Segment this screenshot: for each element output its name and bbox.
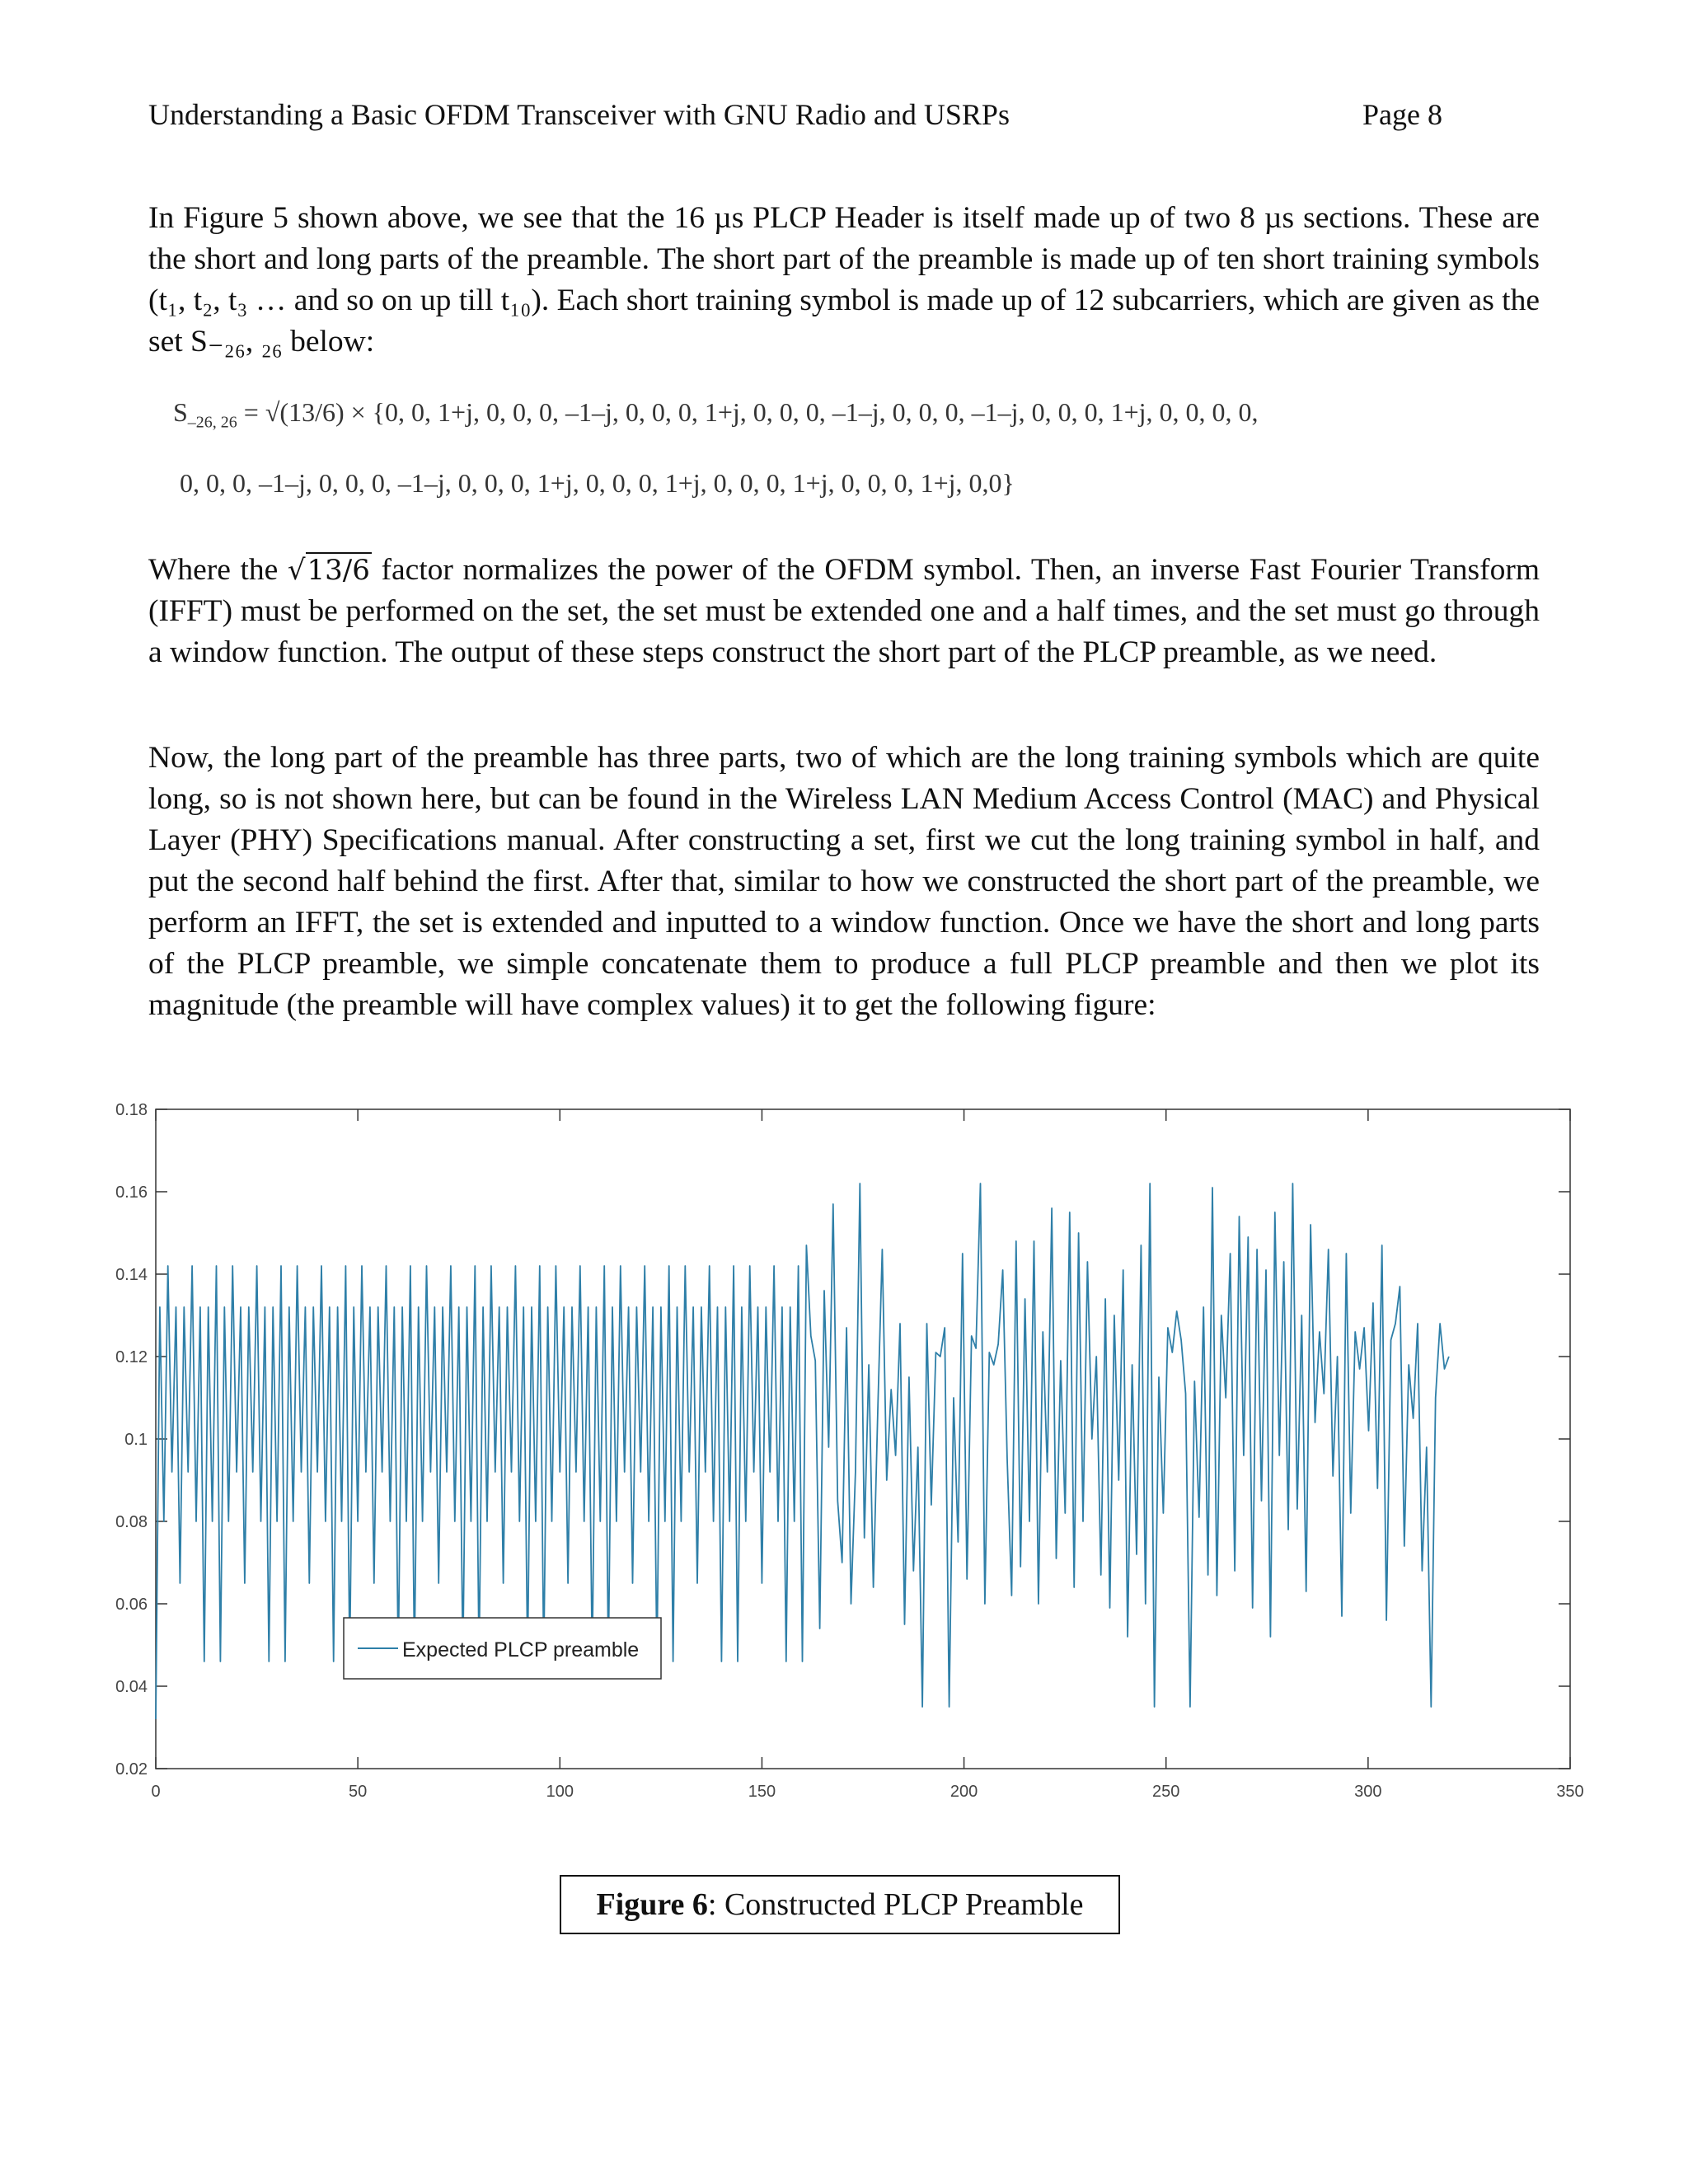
y-tick-label: 0.1: [124, 1431, 148, 1449]
page-number: Page 8: [1362, 98, 1442, 131]
equation-rhs-line-2: 0, 0, 0, –1–j, 0, 0, 0, –1–j, 0, 0, 0, 1+j, 0, 0, 0, 1+j, 0, 0, 0, 1+j, 0, 0, 0, 1+j, 0,0}: [180, 468, 1015, 498]
y-tick-label: 0.12: [115, 1348, 148, 1366]
chart-legend: [344, 1618, 661, 1679]
paragraph-2-start: Where the: [148, 553, 279, 587]
y-tick-label: 0.14: [115, 1266, 148, 1284]
running-title: Understanding a Basic OFDM Transceiver with GNU Radio and USRPs: [148, 98, 1010, 131]
equation-line-2: [180, 468, 1015, 499]
y-tick-label: 0.04: [115, 1678, 148, 1696]
y-tick-label: 0.06: [115, 1596, 148, 1614]
paragraph-2-rest: factor normalizes the power of the OFDM symbol. Then, an inverse Fast Fourier Transform (IFFT) must be performed on the set, the set must be extended one and a half times, and the set must go through a window function. The output of these steps construct the short part of the PLCP preamble, as we need.: [148, 553, 1540, 669]
legend-label: Expected PLCP preamble: [402, 1638, 640, 1661]
paragraph-3: Now, the long part of the preamble has three parts, two of which are the long training symbols which are quite long, so is not shown here, but can be found in the Wireless LAN Medium Access Control (MAC) and Physical Layer (PHY) Specifications manual. After constructing a set, first we cut the long training symbol in half, and put the second half behind the first. After that, similar to how we constructed the short part of the preamble, we perform an IFFT, the set is extended and inputted to a window function. Once we have the short and long parts of the PLCP preamble, we simple concatenate them to produce a full PLCP preamble and then we plot its magnitude (the preamble will have complex values) it to get the following figure:: [148, 741, 1540, 1022]
y-tick-label: 0.02: [115, 1760, 148, 1779]
equation-lhs: S: [173, 397, 188, 427]
equation-rhs-line-1: = √(13/6) × {0, 0, 1+j, 0, 0, 0, –1–j, 0, 0, 0, 1+j, 0, 0, 0, –1–j, 0, 0, 0, –1–j, 0, 0, 0, 1+j, 0, 0, 0, 0,: [243, 397, 1259, 427]
equation-line-1: [173, 397, 1259, 432]
y-tick-label: 0.18: [115, 1101, 148, 1119]
x-tick-label: 200: [950, 1783, 978, 1801]
x-tick-label: 0: [151, 1783, 161, 1801]
sqrt-radicand: 13/6: [307, 554, 370, 587]
figure-label: Figure 6: [596, 1887, 708, 1922]
paragraph-1: In Figure 5 shown above, we see that the 16 µs PLCP Header is itself made up of two 8 µs sections. These are the short and long parts of the preamble. The short part of the preamble is made up of ten short training symbols (t₁, t₂, t₃ … and so on up till t₁₀). Each short training symbol is made up of 12 subcarriers, which are given as the set S₋₂₆, ₂₆ below:: [148, 201, 1540, 359]
sqrt-expression: √13/6: [287, 554, 370, 587]
page-header: [148, 97, 1442, 138]
x-tick-label: 150: [748, 1783, 776, 1801]
x-tick-label: 300: [1354, 1783, 1382, 1801]
figure-caption-text: : Constructed PLCP Preamble: [707, 1887, 1084, 1922]
x-tick-label: 350: [1556, 1783, 1584, 1801]
x-tick-label: 50: [349, 1783, 368, 1801]
equation-lhs-subscript: –26, 26: [187, 413, 237, 432]
x-tick-label: 250: [1152, 1783, 1180, 1801]
plcp-preamble-chart: [99, 1096, 1599, 1805]
figure-caption: [560, 1875, 1120, 1934]
y-tick-label: 0.08: [115, 1513, 148, 1531]
y-tick-label: 0.16: [115, 1183, 148, 1202]
x-tick-label: 100: [546, 1783, 574, 1801]
paragraph-2: [148, 550, 1540, 673]
